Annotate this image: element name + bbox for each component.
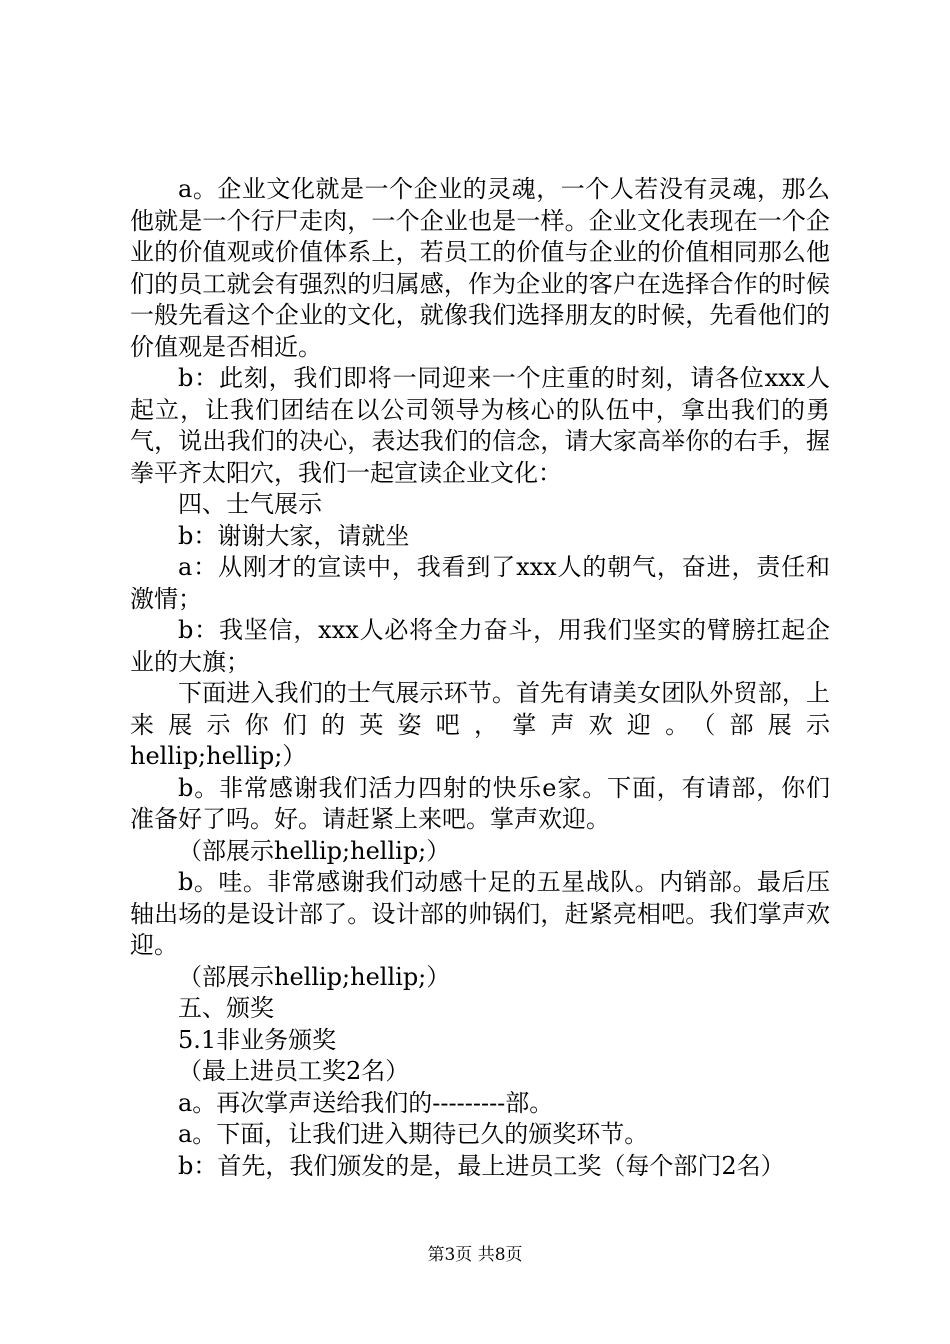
document-body — [130, 174, 830, 1182]
page-number: 第3页 — [427, 1245, 473, 1265]
paragraph-show-1: （部展示hellip;hellip;） — [178, 836, 451, 865]
paragraph-award-name: （最上进员工奖2名） — [178, 1057, 410, 1085]
paragraph-morale-intro-cont: hellip;hellip;） — [130, 742, 307, 770]
paragraph-oath-invitation: b：此刻，我们即将一同迎来一个庄重的时刻，请各位xxx人起立，让我们团结在以公司领导为核心的队伍中，拿出我们的勇气，说出我们的决心，表达我们的信念，请大家高举你的右手，握拳平齐太阳穴，我们一起宣读企业文化： — [130, 364, 830, 487]
paragraph-thanks-sit: b：谢谢大家，请就坐 — [178, 521, 410, 550]
paragraph-spirit: a：从刚才的宣读中，我看到了xxx人的朝气，奋进，责任和激情； — [130, 553, 830, 613]
paragraph-thanks-happy-e: b。非常感谢我们活力四射的快乐e家。下面，有请部，你们准备好了吗。好。请赶紧上来吧。掌声欢迎。 — [130, 773, 830, 833]
page-total: 共8页 — [477, 1245, 523, 1265]
subsection-heading-non-business: 5.1非业务颁奖 — [178, 1025, 337, 1054]
section-heading-morale: 四、士气展示 — [178, 490, 322, 518]
paragraph-thanks-five-star: b。哇。非常感谢我们动感十足的五星战队。内销部。最后压轴出场的是设计部了。设计部的帅锅们，赶紧亮相吧。我们掌声欢迎。 — [130, 868, 830, 959]
paragraph-corporate-culture: a。企业文化就是一个企业的灵魂，一个人若没有灵魂，那么他就是一个行尸走肉，一个企业也是一样。企业文化表现在一个企业的价值观或价值体系上，若员工的价值与企业的价值相同那么他们的员工就会有强烈的归属感，作为企业的客户在选择合作的时候一般先看这个企业的文化，就像我们选择朋友的时候，先看他们的价值观是否相近。 — [130, 175, 830, 361]
paragraph-show-2: （部展示hellip;hellip;） — [178, 962, 451, 991]
paragraph-morale-intro: 下面进入我们的士气展示环节。首先有请美女团队外贸部，上来展示你们的英姿吧，掌声欢迎。（部展示 — [130, 679, 830, 739]
paragraph-award-intro: a。下面，让我们进入期待已久的颁奖环节。 — [178, 1120, 649, 1148]
paragraph-first-award: b：首先，我们颁发的是，最上进员工奖（每个部门2名） — [178, 1151, 785, 1180]
paragraph-applause: a。再次掌声送给我们的---------部。 — [178, 1088, 554, 1117]
section-heading-awards: 五、颁奖 — [178, 994, 274, 1022]
paragraph-belief: b：我坚信，xxx人必将全力奋斗，用我们坚实的臂膀扛起企业的大旗； — [130, 616, 830, 676]
page-footer — [0, 1244, 950, 1266]
